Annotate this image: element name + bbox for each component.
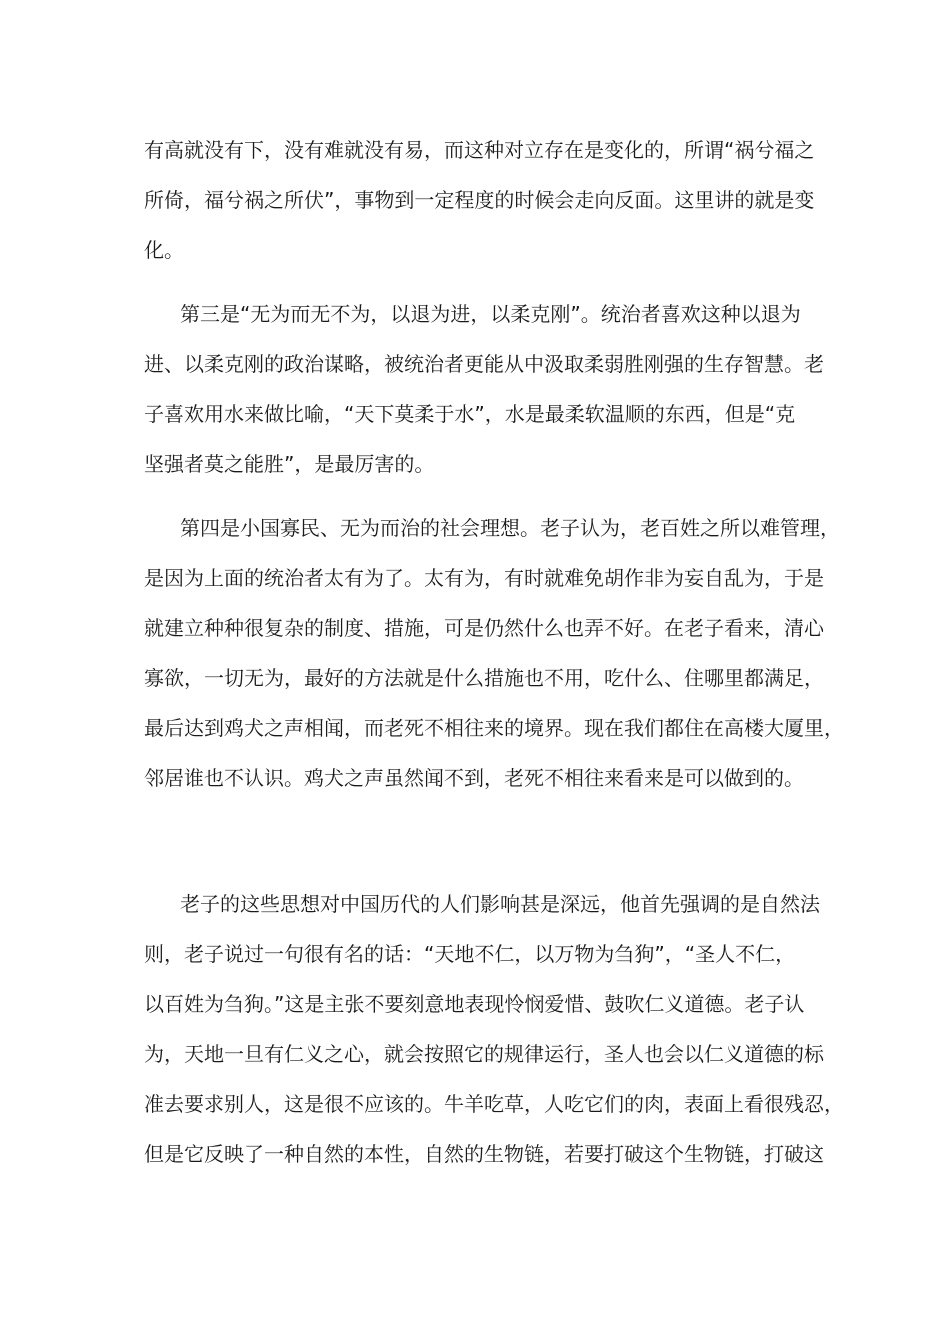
- text-line: 邻居谁也不认识。鸡犬之声虽然闻不到，老死不相往来看来是可以做到的。: [144, 766, 804, 790]
- text-line: 准去要求别人，这是很不应该的。牛羊吃草，人吃它们的肉，表面上看很残忍，: [144, 1092, 844, 1116]
- text-line: 就建立种种很复杂的制度、措施，可是仍然什么也弄不好。在老子看来，清心: [144, 616, 824, 640]
- text-line: 以百姓为刍狗。”这是主张不要刻意地表现怜悯爱惜、鼓吹仁义道德。老子认: [144, 992, 805, 1016]
- text-line: 子喜欢用水来做比喻，“天下莫柔于水”，水是最柔软温顺的东西，但是“克: [144, 402, 796, 426]
- paragraph-fourth-point: [144, 503, 844, 803]
- text-line: 坚强者莫之能胜”，是最厉害的。: [144, 452, 435, 476]
- text-line: 为，天地一旦有仁义之心，就会按照它的规律运行，圣人也会以仁义道德的标: [144, 1042, 824, 1066]
- text-line: 是因为上面的统治者太有为了。太有为，有时就难免胡作非为妄自乱为，于是: [144, 566, 824, 590]
- text-line: 化。: [144, 238, 184, 262]
- text-line: 则，老子说过一句很有名的话：“天地不仁，以万物为刍狗”，“圣人不仁，: [144, 942, 796, 966]
- text-line: 但是它反映了一种自然的本性，自然的生物链，若要打破这个生物链，打破这: [144, 1142, 824, 1166]
- text-line: 所倚，福兮祸之所伏”，事物到一定程度的时候会走向反面。这里讲的就是变: [144, 188, 815, 212]
- text-line: 老子的这些思想对中国历代的人们影响甚是深远，他首先强调的是自然法: [180, 892, 820, 916]
- paragraph-influence: [144, 879, 844, 1179]
- paragraph-continuation: [144, 125, 815, 275]
- text-line: 进、以柔克刚的政治谋略，被统治者更能从中汲取柔弱胜刚强的生存智慧。老: [144, 352, 824, 376]
- text-line: 寡欲，一切无为，最好的方法就是什么措施也不用，吃什么、住哪里都满足，: [144, 666, 824, 690]
- text-line: 最后达到鸡犬之声相闻，而老死不相往来的境界。现在我们都住在高楼大厦里，: [144, 716, 844, 740]
- text-line: 第三是“无为而无不为，以退为进，以柔克刚”。统治者喜欢这种以退为: [180, 302, 801, 326]
- text-line: 第四是小国寡民、无为而治的社会理想。老子认为，老百姓之所以难管理，: [180, 516, 840, 540]
- paragraph-third-point: [144, 289, 824, 489]
- text-line: 有高就没有下，没有难就没有易，而这种对立存在是变化的，所谓“祸兮福之: [144, 138, 815, 162]
